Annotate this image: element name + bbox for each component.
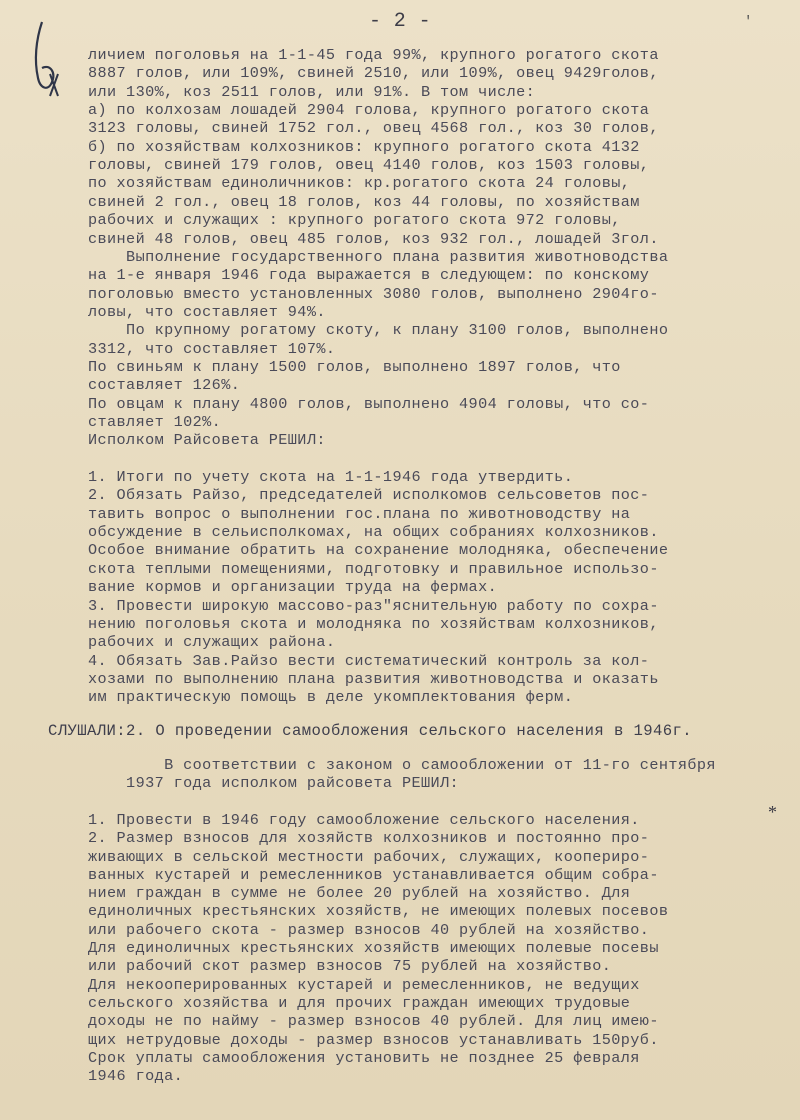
text-line: 1937 года исполком райсовета РЕШИЛ: <box>88 774 460 793</box>
text-line: 4. Обязать Зав.Райзо вести систематический контроль за кол- <box>88 651 650 670</box>
text-line: б) по хозяйствам колхозников: крупного рогатого скота 4132 <box>88 137 640 156</box>
page-number: - 2 - <box>368 10 431 33</box>
text-line: ванных кустарей и ремесленников устанавливается общим собра- <box>88 865 659 884</box>
text-line: щих нетрудовые доходы - размер взносов устанавливать 150руб. <box>88 1030 659 1049</box>
text-line: скота теплыми помещениями, подготовку и правильное использо- <box>88 559 659 578</box>
text-line: Для единоличных крестьянских хозяйств имеющих полевые посевы <box>88 939 659 957</box>
text-line: доходы не по найму - размер взносов 40 рублей. Для лиц имею- <box>88 1012 659 1031</box>
section-heading: СЛУШАЛИ:2. О проведении самообложения сельского населения в 1946г. <box>48 722 693 740</box>
text-line: рабочих и служащих : крупного рогатого скота 972 головы, <box>88 211 621 230</box>
text-line: личием поголовья на 1-1-45 года 99%, крупного рогатого скота <box>88 46 659 64</box>
text-line: 2. Размер взносов для хозяйств колхозников и постоянно про- <box>88 829 650 848</box>
text-line: на 1-е января 1946 года выражается в следующем: по конскому <box>88 266 650 285</box>
text-line: хозами по выполнению плана развития животноводства и оказать <box>88 669 659 688</box>
text-line: вание кормов и организации труда на фермах. <box>88 578 498 597</box>
text-line: составляет 126%. <box>88 376 241 395</box>
text-line: 3312, что составляет 107%. <box>88 339 336 358</box>
text-line: им практическую помощь в деле укомплектования ферм. <box>88 688 574 707</box>
text-line: 1. Итоги по учету скота на 1-1-1946 года утвердить. <box>88 468 574 487</box>
text-line: обсуждение в сельисполкомах, на общих собраниях колхозников. <box>88 523 659 542</box>
text-line: нием граждан в сумме не более 20 рублей на хозяйство. Для <box>88 884 631 903</box>
text-line: или 130%, коз 2511 голов, или 91%. В том числе: <box>88 82 536 101</box>
text-line: живающих в сельской местности рабочих, служащих, коопериро- <box>88 847 650 866</box>
text-line: 1946 года. <box>88 1067 184 1086</box>
text-line: а) по колхозам лошадей 2904 голова, крупного рогатого скота <box>88 101 650 120</box>
text-line: 3. Провести широкую массово-раз"яснительную работу по сохра- <box>88 596 659 615</box>
text-line: или рабочий скот размер взносов 75 рублей на хозяйство. <box>88 957 612 976</box>
text-line: рабочих и служащих района. <box>88 633 336 652</box>
text-line: По овцам к плану 4800 голов, выполнено 4904 головы, что со- <box>88 394 650 413</box>
text-line: Исполком Райсовета РЕШИЛ: <box>88 431 326 450</box>
text-line: По свиньям к плану 1500 голов, выполнено 1897 голов, что <box>88 357 621 376</box>
text-line: поголовью вместо установленных 3080 голов, выполнено 2904го- <box>88 284 659 303</box>
text-line: нению поголовья скота и молодняка по хозяйствам колхозников, <box>88 614 659 633</box>
text-line: ставляет 102%. <box>88 413 222 431</box>
handwritten-margin-mark <box>28 20 68 100</box>
text-line: тавить вопрос о выполнении гос.плана по животноводству на <box>88 504 631 523</box>
text-line: свиней 48 голов, овец 485 голов, коз 932 гол., лошадей 3гол. <box>88 229 659 248</box>
corner-mark: ' <box>744 14 753 30</box>
text-line: Срок уплаты самообложения установить не позднее 25 февраля <box>88 1048 640 1067</box>
text-line: 3123 головы, свиней 1752 гол., овец 4568 гол., коз 30 голов, <box>88 119 659 138</box>
text-line: головы, свиней 179 голов, овец 4140 голов, коз 1503 головы, <box>88 156 650 175</box>
text-line: свиней 2 гол., овец 18 голов, коз 44 головы, по хозяйствам <box>88 192 640 211</box>
text-line: 8887 голов, или 109%, свиней 2510, или 109%, овец 9429голов, <box>88 64 659 83</box>
text-line: единоличных крестьянских хозяйств, не имеющих полевых посевов <box>88 902 669 921</box>
text-line: сельского хозяйства и для прочих граждан имеющих трудовые <box>88 993 631 1012</box>
text-line: ловы, что составляет 94%. <box>88 302 326 321</box>
text-line: или рабочего скота - размер взносов 40 рублей на хозяйство. <box>88 920 650 939</box>
text-line: По крупному рогатому скоту, к плану 3100 голов, выполнено <box>88 321 669 340</box>
text-line: 1. Провести в 1946 году самообложение сельского населения. <box>88 810 640 829</box>
text-line: по хозяйствам единоличников: кр.рогатого скота 24 головы, <box>88 174 631 193</box>
asterisk-mark: * <box>768 802 777 822</box>
text-line: 2. Обязать Райзо, председателей исполкомов сельсоветов пос- <box>88 486 650 505</box>
text-line: Выполнение государственного плана развития животноводства <box>88 247 669 266</box>
text-line: Для некооперированных кустарей и ремесленников, не ведущих <box>88 975 640 994</box>
text-line: В соответствии с законом о самообложении от 11-го сентября <box>88 756 716 774</box>
text-line: Особое внимание обратить на сохранение молодняка, обеспечение <box>88 541 669 560</box>
